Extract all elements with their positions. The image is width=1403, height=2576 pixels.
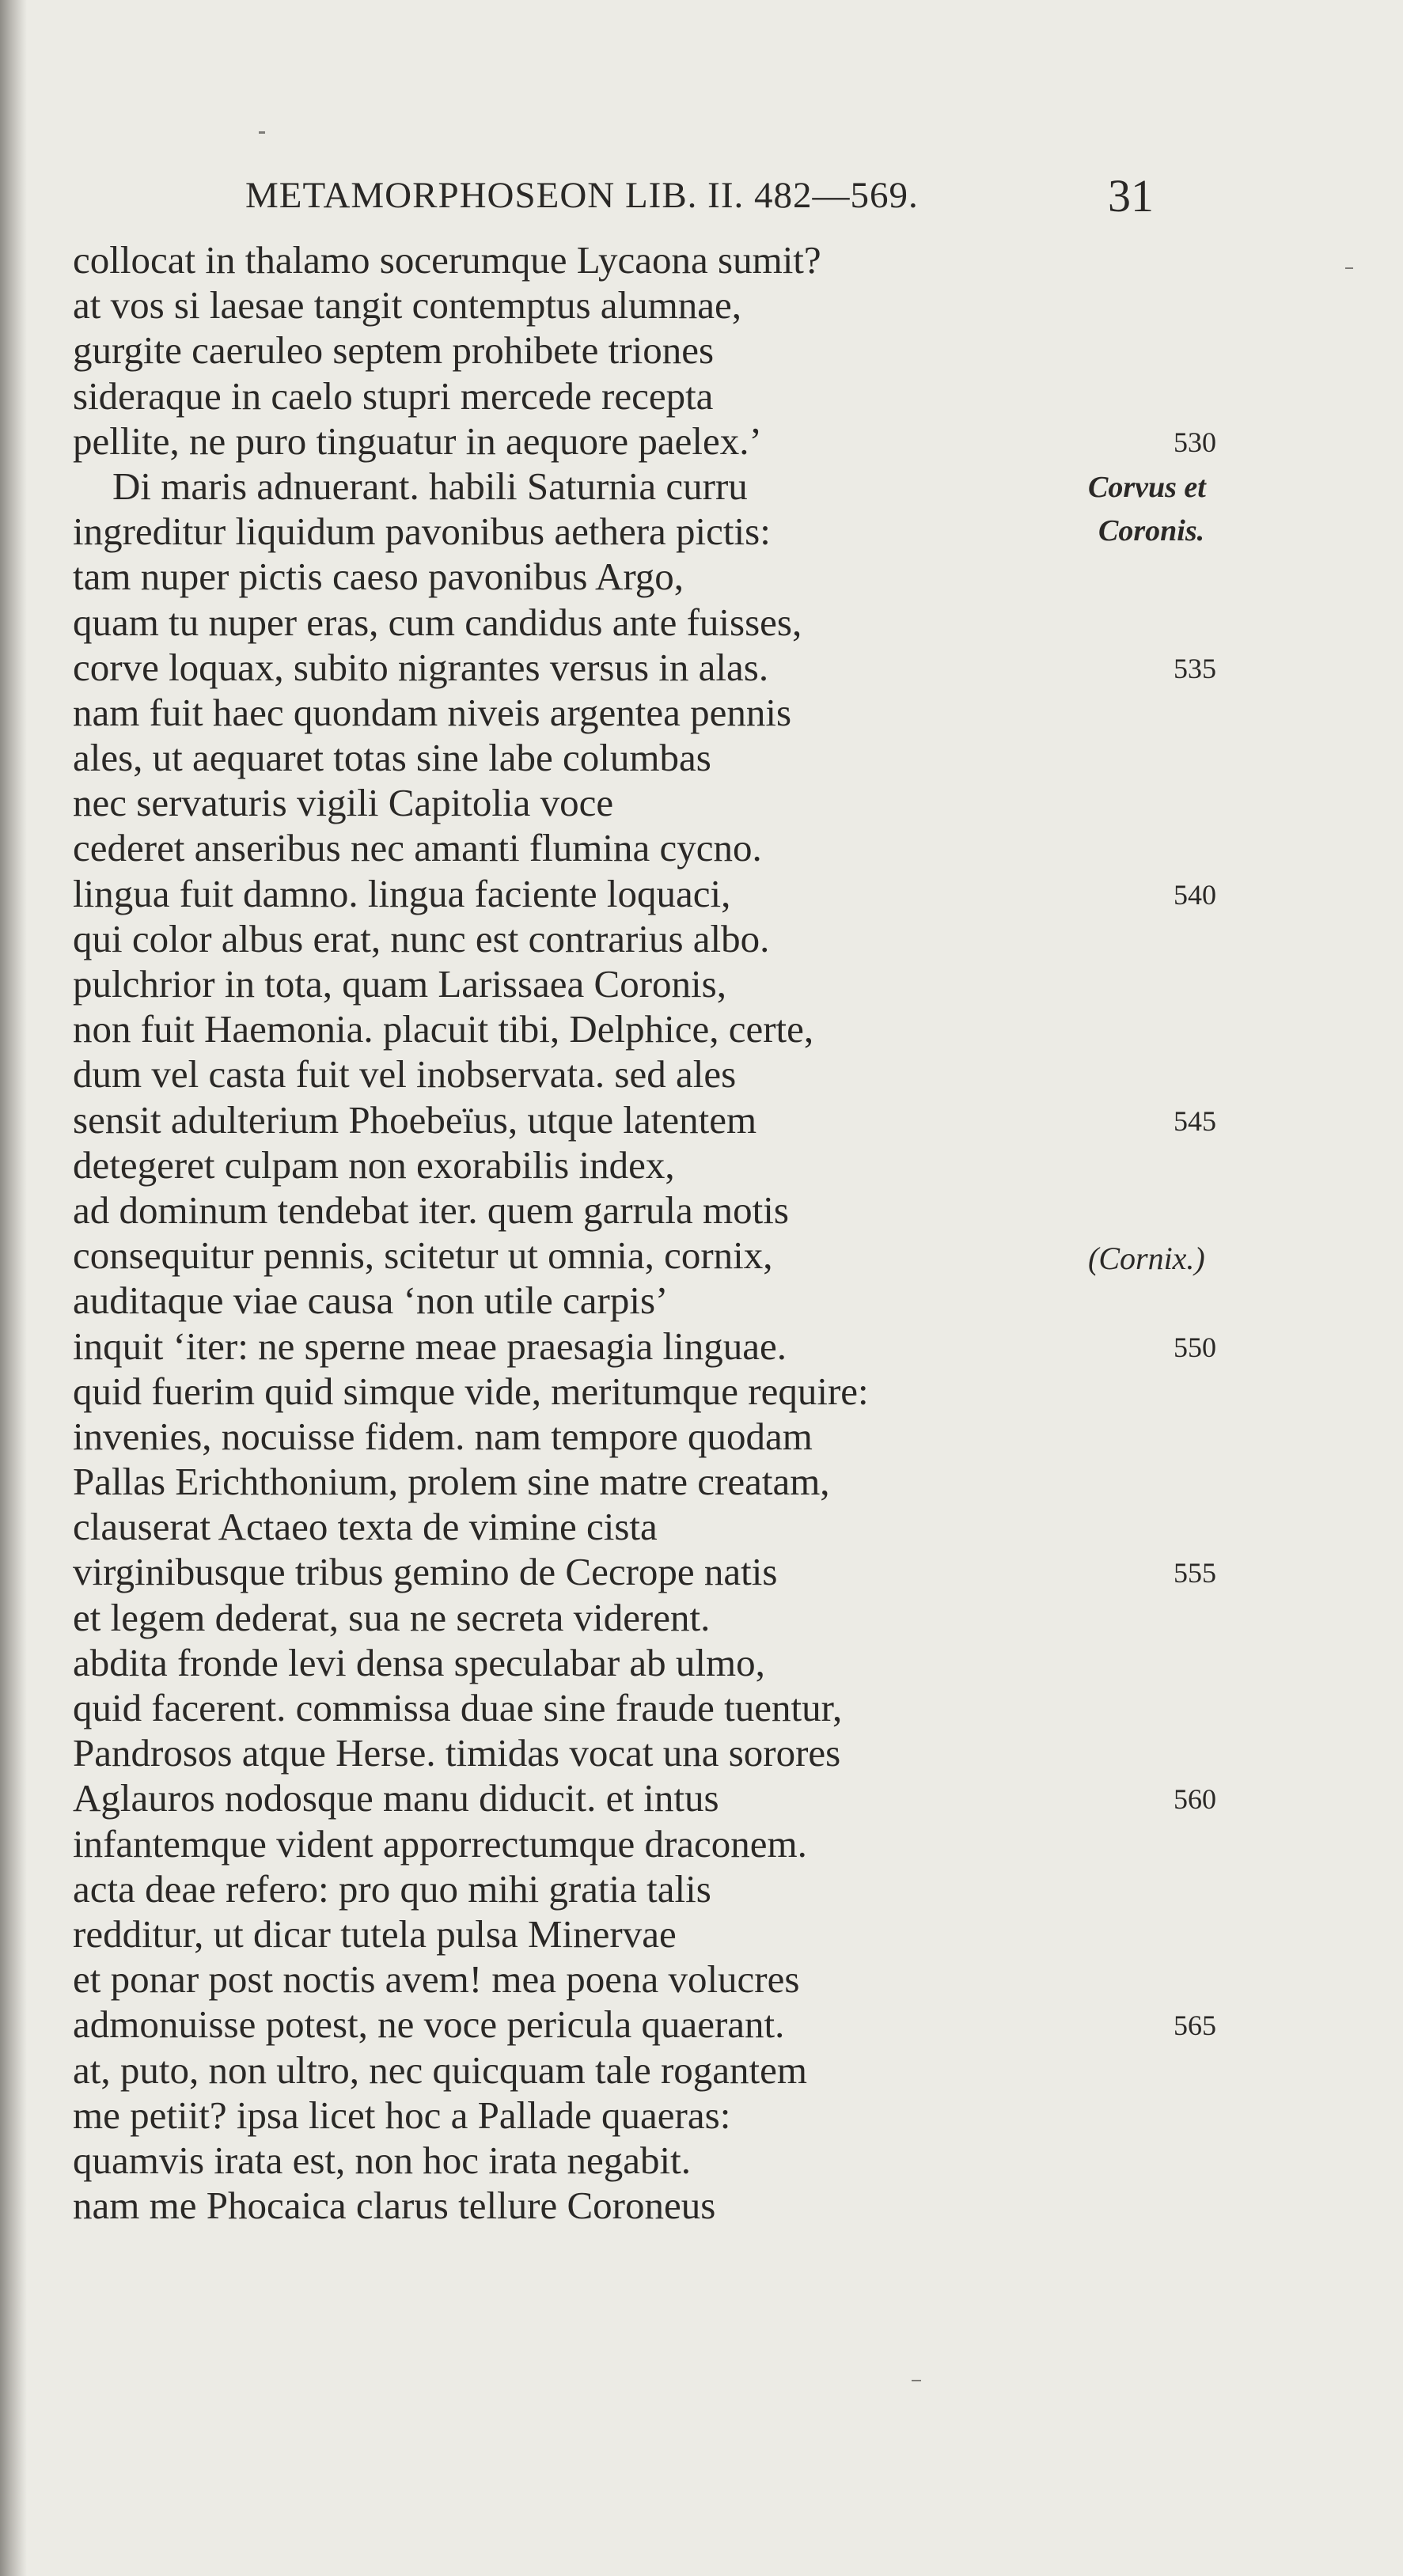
verse-line	[0, 1188, 1403, 1233]
verse-line	[0, 1911, 1403, 1957]
verse-line	[0, 419, 1403, 464]
verse-line	[0, 690, 1403, 735]
verse-text: collocat in thalamo socerumque Lycaona sumit?	[73, 238, 821, 282]
verse-line	[0, 1369, 1403, 1414]
verse-line	[0, 2048, 1403, 2093]
verse-text: lingua fuit damno. lingua faciente loquaci,	[73, 871, 731, 915]
print-speck	[259, 131, 265, 134]
running-title: METAMORPHOSEON LIB. II. 482—569.	[245, 175, 919, 216]
margin-note: Coronis.	[1098, 514, 1205, 548]
verse-line	[0, 1278, 1403, 1323]
verse-line	[0, 1775, 1403, 1820]
verse-line	[0, 1097, 1403, 1142]
verse-text: corve loquax, subito nigrantes versus in alas.	[73, 645, 769, 689]
verse-line	[0, 600, 1403, 645]
verse-line	[0, 1866, 1403, 1911]
verse-line	[0, 1549, 1403, 1594]
print-speck	[912, 2380, 921, 2381]
verse-line	[0, 1051, 1403, 1097]
verse-text: Pandrosos atque Herse. timidas vocat una sorores	[73, 1731, 841, 1775]
verse-text: nam me Phocaica clarus tellure Coroneus	[73, 2184, 716, 2228]
verse-line	[0, 916, 1403, 961]
verse-line	[0, 645, 1403, 690]
verse-line	[0, 2002, 1403, 2047]
verse-text: sideraque in caelo stupri mercede recepta	[73, 373, 714, 418]
verse-text: quid facerent. commissa duae sine fraude tuentur,	[73, 1686, 843, 1729]
verse-line	[0, 1957, 1403, 2002]
verse-line	[0, 1640, 1403, 1685]
verse-text: dum vel casta fuit vel inobservata. sed ales	[73, 1052, 737, 1097]
margin-note: (Cornix.)	[1088, 1241, 1205, 1277]
verse-text: inquit ‘iter: ne sperne meae praesagia linguae.	[73, 1324, 787, 1368]
verse-text: redditur, ut dicar tutela pulsa Minervae	[73, 1911, 677, 1956]
verse-text: acta deae refero: pro quo mihi gratia talis	[73, 1866, 711, 1911]
verse-line	[0, 1142, 1403, 1188]
verse-text: me petiit? ipsa licet hoc a Pallade quaeras:	[73, 2093, 731, 2137]
verse-text: non fuit Haemonia. placuit tibi, Delphice, certe,	[73, 1007, 814, 1051]
page-header	[0, 169, 1403, 225]
verse-text: gurgite caeruleo septem prohibete triones	[73, 328, 715, 373]
verse-line	[0, 1006, 1403, 1051]
verse-line	[0, 554, 1403, 599]
verse-text: infantemque vident apporrectumque draconem.	[73, 1821, 807, 1866]
verse-text: consequitur pennis, scitetur ut omnia, cornix,	[73, 1233, 773, 1278]
verse-text: quid fuerim quid simque vide, meritumque require:	[73, 1369, 869, 1413]
verse-text: ales, ut aequaret totas sine labe columbas	[73, 736, 711, 780]
verse-text: pellite, ne puro tinguatur in aequore paelex.’	[73, 419, 762, 463]
verse-text: auditaque viae causa ‘non utile carpis’	[73, 1279, 669, 1323]
verse-text: nam fuit haec quondam niveis argentea pennis	[73, 690, 792, 734]
verse-text: qui color albus erat, nunc est contrarius albo.	[73, 916, 770, 960]
verse-text: Di maris adnuerant. habili Saturnia curru	[112, 464, 748, 508]
verse-text: at, puto, non ultro, nec quicquam tale rogantem	[73, 2048, 808, 2092]
verse-line	[0, 735, 1403, 780]
verse-text: abdita fronde levi densa speculabar ab ulmo,	[73, 1640, 765, 1684]
verse-body	[0, 237, 1403, 2228]
line-number: 540	[1174, 878, 1216, 911]
verse-line	[0, 1414, 1403, 1459]
verse-line	[0, 1595, 1403, 1640]
line-number: 555	[1174, 1557, 1216, 1589]
verse-text: ad dominum tendebat iter. quem garrula motis	[73, 1188, 789, 1232]
margin-note: Corvus et	[1088, 470, 1206, 504]
verse-line	[0, 509, 1403, 554]
verse-text: pulchrior in tota, quam Larissaea Coronis,	[73, 962, 726, 1006]
verse-line	[0, 825, 1403, 870]
line-number: 560	[1174, 1783, 1216, 1816]
line-number: 535	[1174, 652, 1216, 684]
verse-text: invenies, nocuisse fidem. nam tempore quodam	[73, 1414, 813, 1458]
verse-text: tam nuper pictis caeso pavonibus Argo,	[73, 555, 684, 599]
verse-text: et ponar post noctis avem! mea poena volucres	[73, 1957, 800, 2002]
verse-line	[0, 282, 1403, 328]
verse-text: quam tu nuper eras, cum candidus ante fuisses,	[73, 600, 802, 644]
verse-line	[0, 1459, 1403, 1504]
verse-line	[0, 1233, 1403, 1278]
line-number: 545	[1174, 1104, 1216, 1137]
verse-text: et legem dederat, sua ne secreta viderent.	[73, 1595, 711, 1639]
verse-line	[0, 328, 1403, 373]
verse-line	[0, 780, 1403, 825]
line-number: 530	[1174, 426, 1216, 458]
verse-text: at vos si laesae tangit contemptus alumnae,	[73, 283, 742, 328]
verse-line	[0, 2138, 1403, 2183]
line-number: 550	[1174, 1331, 1216, 1363]
verse-text: quamvis irata est, non hoc irata negabit.	[73, 2138, 692, 2182]
verse-line	[0, 237, 1403, 282]
verse-line	[0, 464, 1403, 509]
verse-text: sensit adulterium Phoebeïus, utque latentem	[73, 1097, 757, 1142]
verse-line	[0, 2183, 1403, 2228]
line-number: 565	[1174, 2010, 1216, 2042]
verse-text: detegeret culpam non exorabilis index,	[73, 1142, 675, 1187]
verse-line	[0, 2093, 1403, 2138]
verse-text: nec servaturis vigili Capitolia voce	[73, 781, 614, 825]
verse-text: Pallas Erichthonium, prolem sine matre creatam,	[73, 1460, 830, 1504]
verse-line	[0, 373, 1403, 419]
verse-line	[0, 1324, 1403, 1369]
verse-line	[0, 1821, 1403, 1866]
verse-text: clauserat Actaeo texta de vimine cista	[73, 1505, 658, 1549]
verse-line	[0, 1504, 1403, 1549]
verse-text: virginibusque tribus gemino de Cecrope natis	[73, 1550, 778, 1594]
verse-line	[0, 1730, 1403, 1775]
verse-line	[0, 1685, 1403, 1730]
page-number: 31	[1108, 170, 1154, 222]
verse-line	[0, 871, 1403, 916]
verse-text: ingreditur liquidum pavonibus aethera pictis:	[73, 510, 771, 554]
verse-text: admonuisse potest, ne voce pericula quaerant.	[73, 2002, 785, 2047]
verse-text: cederet anseribus nec amanti flumina cycno.	[73, 826, 762, 870]
verse-text: Aglauros nodosque manu diducit. et intus	[73, 1776, 719, 1820]
verse-line	[0, 961, 1403, 1006]
